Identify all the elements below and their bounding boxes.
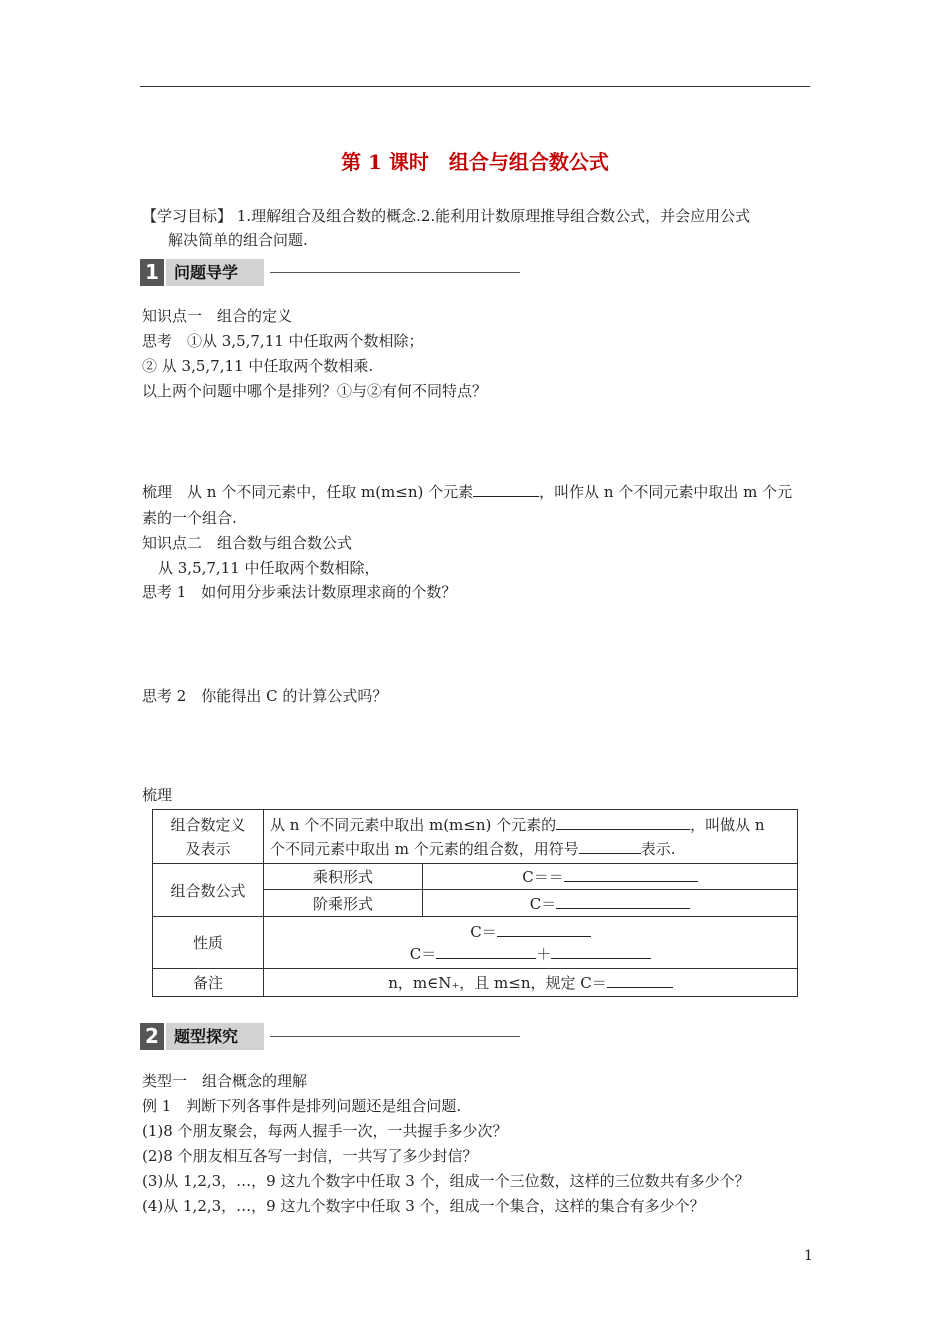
kp1-title: 知识点一 组合的定义 [142,307,293,325]
section-rule [270,1036,520,1037]
page-title: 第 1 课时 组合与组合数公式 [341,150,609,174]
formula-text: n，m∈N₊，且 m≤n，规定 C＝ [388,974,607,992]
question-2: (2)8 个朋友相互各写一封信，一共写了多少封信？ [142,1147,478,1165]
fill-blank [579,839,641,854]
kp2-intro: 从 3,5,7,11 中任取两个数相除， [158,559,380,577]
fill-blank [436,944,536,959]
value-cell [423,890,798,917]
kp1-summary-c: 素的一个组合. [142,509,237,527]
kp2-summary: 梳理 [142,786,173,804]
fill-blank [551,944,651,959]
kp1-think2: ② 从 3,5,7,11 中任取两个数相乘. [142,357,374,375]
type1-title: 类型一 组合概念的理解 [142,1072,308,1090]
objectives-line-2: 解决简单的组合问题. [168,231,308,249]
value-cell [423,864,798,890]
section-label: 题型探究 [166,1023,264,1050]
row-label [153,810,264,864]
formula-table [152,809,798,997]
definition-text: 从 n 个不同元素中取出 m(m≤n) 个元素的 [270,815,557,834]
kp2-think2: 思考 2 你能得出 C 的计算公式吗？ [142,687,388,705]
example-1: 例 1 判断下列各事件是排列问题还是组合问题. [142,1097,462,1115]
value-cell [264,969,798,997]
fill-blank [556,815,690,830]
question-1: (1)8 个朋友聚会，每两人握手一次，一共握手多少次？ [142,1122,508,1140]
fill-blank [607,973,673,988]
table-row [153,810,798,864]
row-label: 性质 [153,917,264,969]
kp1-think1: 思考 ①从 3,5,7,11 中任取两个数相除； [142,332,424,350]
fill-blank [473,482,539,497]
value-cell [264,917,798,969]
property-line-1 [270,921,791,943]
formula-text: C＝ [529,894,557,913]
formula-text: C＝ [409,944,437,963]
question-3: (3)从 1,2,3，…，9 这九个数字中任取 3 个，组成一个三位数，这样的三位数共有多少个？ [142,1172,750,1190]
kp1-summary [142,480,792,504]
row-label: 备注 [153,969,264,997]
fill-blank [556,894,690,909]
row-label: 组合数公式 [153,864,264,917]
objectives-line-1: 【学习目标】 1.理解组合及组合数的概念.2.能利用计数原理推导组合数公式，并会应用公式 [142,207,751,225]
fill-blank [497,922,591,937]
fill-blank [564,867,698,882]
table-row [153,969,798,997]
row-label-line: 组合数定义 [170,815,246,834]
page-number: 1 [804,1248,813,1264]
section-rule [270,272,520,273]
definition-line-2 [270,837,791,861]
row-label-line: 及表示 [185,839,231,858]
section-number: 1 [140,259,164,286]
kp1-question: 以上两个问题中哪个是排列？①与②有何不同特点？ [142,382,488,400]
definition-line-1 [270,813,791,837]
property-line-2 [270,943,791,965]
sub-label: 阶乘形式 [264,890,423,917]
section-label: 问题导学 [166,259,264,286]
formula-text: C＝ [470,922,497,941]
sub-label: 乘积形式 [264,864,423,890]
formula-text: C＝＝ [522,868,564,886]
section-number: 2 [140,1023,164,1050]
definition-text: ，叫做从 n [690,815,765,834]
header-rule [140,86,810,87]
kp2-title: 知识点二 组合数与组合数公式 [142,534,353,552]
question-4: (4)从 1,2,3，…，9 这九个数字中任取 3 个，组成一个集合，这样的集合有多少个？ [142,1197,705,1215]
kp1-summary-b: ，叫作从 n 个不同元素中取出 m 个元 [539,483,793,501]
kp1-summary-a: 梳理 从 n 个不同元素中，任取 m(m≤n) 个元素 [142,483,474,501]
definition-text: 个不同元素中取出 m 个元素的组合数，用符号 [270,839,579,858]
table-row [153,917,798,969]
formula-text: ＋ [536,944,552,963]
kp2-think1: 思考 1 如何用分步乘法计数原理求商的个数？ [142,583,457,601]
table-row [153,864,798,890]
definition-text: 表示. [640,839,676,858]
definition-cell [264,810,798,864]
